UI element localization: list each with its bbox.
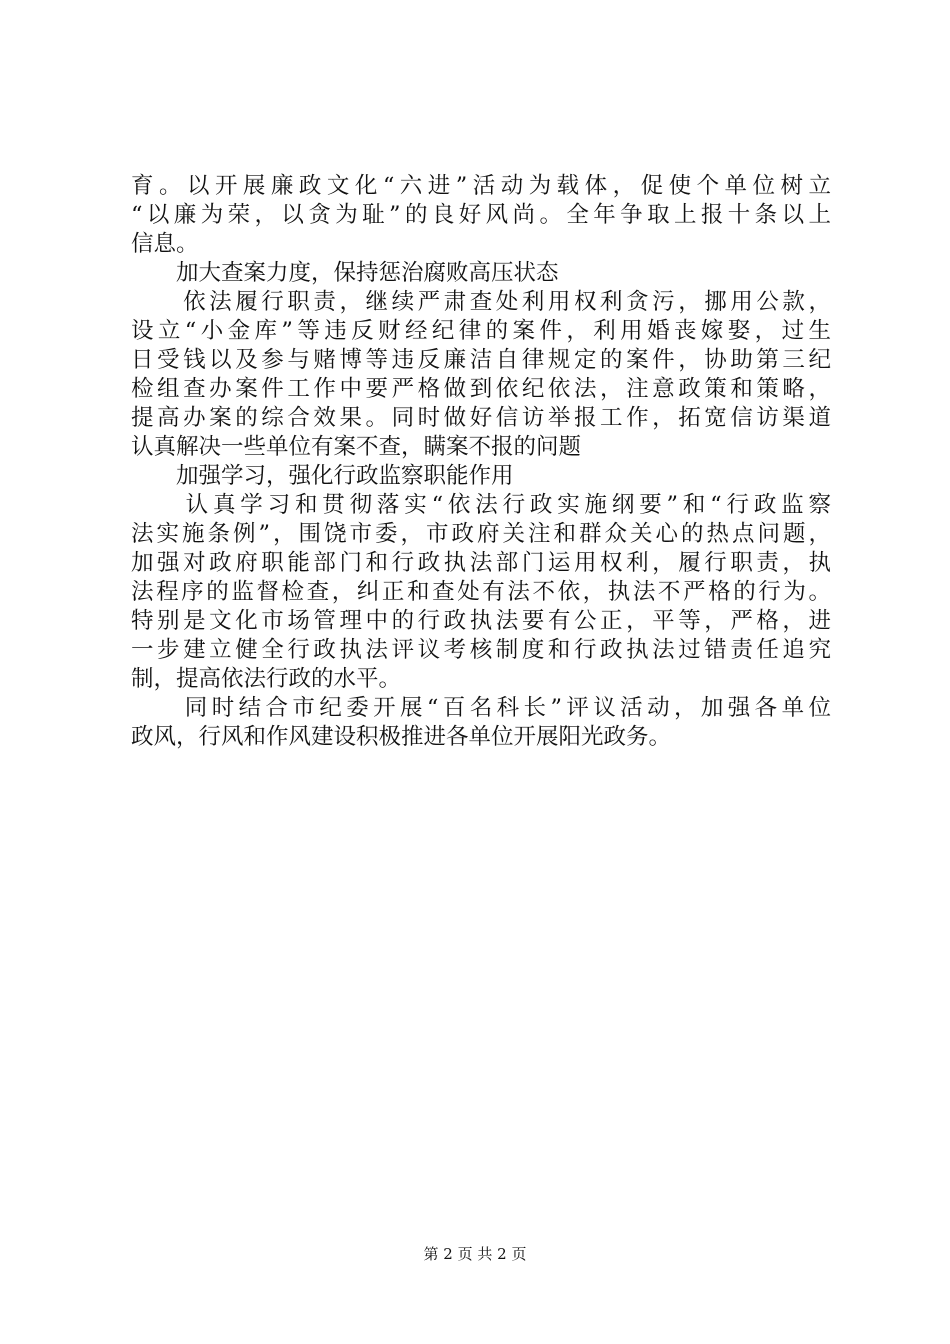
text-line: 加大查案力度，保持惩治腐败高压状态 <box>131 260 559 286</box>
text-line: 法程序的监督检查，纠正和查处有法不依，执法不严格的行为。 <box>131 579 831 605</box>
text-line: 政风，行风和作风建设积极推进各单位开展阳光政务。 <box>131 724 672 750</box>
text-line: 信息。 <box>131 231 199 257</box>
text-line: 特别是文化市场管理中的行政执法要有公正，平等，严格，进 <box>131 608 831 634</box>
text-line: 日受钱以及参与赌博等违反廉洁自律规定的案件，协助第三纪 <box>131 347 831 373</box>
text-line: 设立“小金库”等违反财经纪律的案件，利用婚丧嫁娶，过生 <box>131 318 831 344</box>
text-line: 依法履行职责，继续严肃查处利用权利贪污，挪用公款， <box>131 289 831 315</box>
text-line: 检组查办案件工作中要严格做到依纪依法，注意政策和策略， <box>131 376 831 402</box>
text-line: 一步建立健全行政执法评议考核制度和行政执法过错责任追究 <box>131 637 831 663</box>
page-footer: 第 2 页 共 2 页 <box>423 1245 527 1263</box>
text-line: 认真学习和贯彻落实“依法行政实施纲要”和“行政监察 <box>131 492 831 518</box>
text-line: 提高办案的综合效果。同时做好信访举报工作，拓宽信访渠道 <box>131 405 831 431</box>
body-text <box>131 172 831 752</box>
text-line: 认真解决一些单位有案不查，瞒案不报的问题 <box>131 434 582 460</box>
text-line: 加强对政府职能部门和行政执法部门运用权利，履行职责，执 <box>131 550 831 576</box>
text-line: 法实施条例”，围饶市委，市政府关注和群众关心的热点问题， <box>131 521 831 547</box>
text-line: 制，提高依法行政的水平。 <box>131 666 402 692</box>
text-line: 育。以开展廉政文化“六进”活动为载体，促使个单位树立 <box>131 173 831 199</box>
text-line: “以廉为荣，以贪为耻”的良好风尚。全年争取上报十条以上 <box>131 202 831 228</box>
text-line: 加强学习，强化行政监察职能作用 <box>131 463 514 489</box>
text-line: 同时结合市纪委开展“百名科长”评议活动，加强各单位 <box>131 695 831 721</box>
